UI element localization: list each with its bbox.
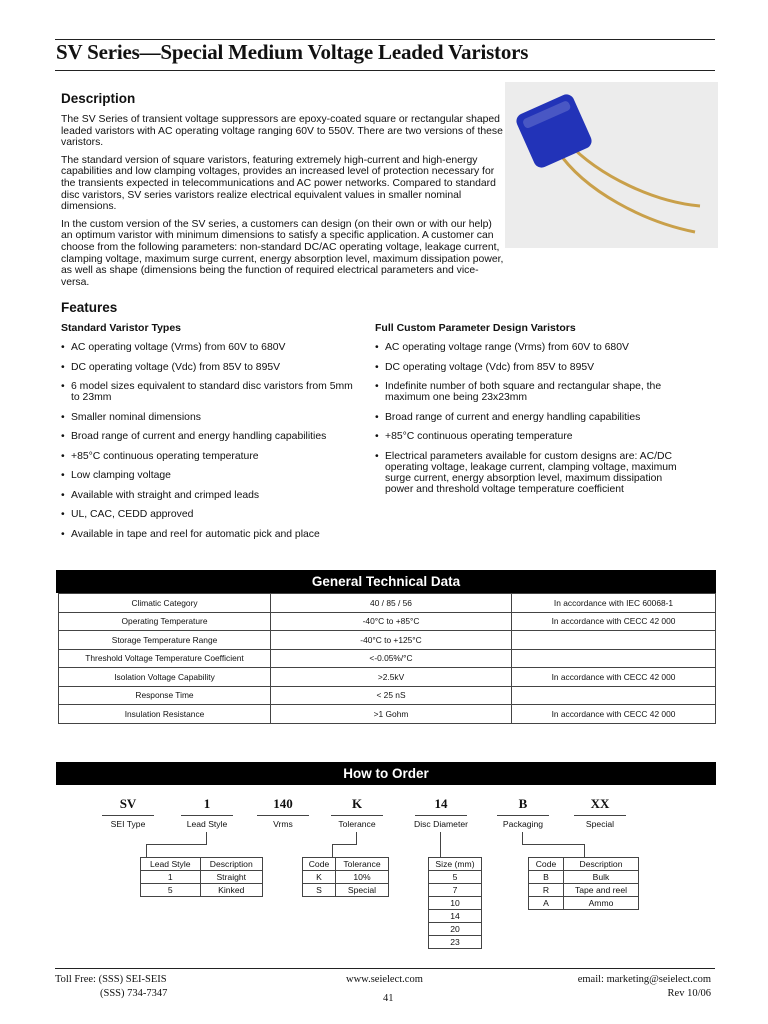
table-cell: 5 xyxy=(141,884,201,897)
table-cell: Response Time xyxy=(59,686,271,705)
table-row xyxy=(529,897,639,910)
table-row xyxy=(429,910,482,923)
table-row xyxy=(59,705,716,724)
features-heading: Features xyxy=(61,300,118,315)
table-row xyxy=(141,871,263,884)
table-row xyxy=(141,884,263,897)
list-item: • AC operating voltage (Vrms) from 60V to 680V xyxy=(61,342,361,353)
order-code-underline xyxy=(257,815,309,816)
list-item: • Low clamping voltage xyxy=(61,470,361,481)
how-to-order-heading: How to Order xyxy=(56,762,716,785)
description-body xyxy=(61,114,506,294)
connector-line xyxy=(332,844,357,845)
table-cell: <-0.05%/°C xyxy=(271,649,512,668)
table-header-cell: Tolerance xyxy=(335,858,388,871)
table-cell: In accordance with CECC 42 000 xyxy=(512,612,716,631)
general-data-table xyxy=(58,593,716,724)
packaging-table xyxy=(528,857,639,910)
list-item: • Indefinite number of both square and rectangular shape, the maximum one being 23x23mm xyxy=(375,381,680,403)
header-bottom-rule xyxy=(55,70,715,71)
table-cell: 5 xyxy=(429,871,482,884)
table-header-cell: Size (mm) xyxy=(429,858,482,871)
list-item: • Broad range of current and energy handling capabilities xyxy=(375,412,680,423)
order-code-label: Packaging xyxy=(502,819,544,829)
list-item: • 6 model sizes equivalent to standard disc varistors from 5mm to 23mm xyxy=(61,381,361,403)
table-row xyxy=(303,871,389,884)
table-cell: 7 xyxy=(429,884,482,897)
list-item: • AC operating voltage range (Vrms) from 60V to 680V xyxy=(375,342,680,353)
table-cell: 20 xyxy=(429,923,482,936)
table-cell: 14 xyxy=(429,910,482,923)
table-cell: Insulation Resistance xyxy=(59,705,271,724)
table-row xyxy=(303,884,389,897)
table-cell: R xyxy=(529,884,564,897)
footer-website-link[interactable]: www.seielect.com xyxy=(346,974,423,985)
table-row xyxy=(59,594,716,613)
footer-phone: (SSS) 734-7347 xyxy=(100,988,168,999)
varistor-photo xyxy=(505,82,718,248)
table-cell: In accordance with IEC 60068-1 xyxy=(512,594,716,613)
table-cell: 10% xyxy=(335,871,388,884)
order-code-label: Lead Style xyxy=(186,819,228,829)
connector-line xyxy=(522,844,585,845)
list-item: • Available with straight and crimped leads xyxy=(61,490,361,501)
order-code-label: Special xyxy=(585,819,615,829)
order-code: B xyxy=(518,796,528,811)
table-header-row xyxy=(141,858,263,871)
list-item: • DC operating voltage (Vdc) from 85V to 895V xyxy=(375,362,680,373)
order-code-underline xyxy=(497,815,549,816)
description-paragraph-1: The SV Series of transient voltage suppressors are epoxy-coated square or rectangular shaped leaded varistors with AC operating voltage ranging 60V to 550V. There are two versions of these varistors. xyxy=(61,114,503,149)
table-header-cell: Description xyxy=(200,858,262,871)
standard-features-list xyxy=(61,342,361,540)
table-header-row xyxy=(529,858,639,871)
varistor-image xyxy=(505,82,718,248)
order-code-underline xyxy=(102,815,154,816)
custom-features-list xyxy=(375,342,680,496)
table-row xyxy=(59,668,716,687)
connector-line xyxy=(356,832,357,844)
table-cell xyxy=(512,631,716,650)
general-data-heading: General Technical Data xyxy=(56,570,716,593)
table-cell: -40°C to +125°C xyxy=(271,631,512,650)
footer-rule xyxy=(55,968,715,969)
table-cell: Straight xyxy=(200,871,262,884)
footer-toll-free: Toll Free: (SSS) SEI-SEIS xyxy=(55,974,167,985)
size-table xyxy=(428,857,482,949)
list-item: • DC operating voltage (Vdc) from 85V to 895V xyxy=(61,362,361,373)
table-cell: S xyxy=(303,884,336,897)
custom-features xyxy=(375,322,680,504)
connector-line xyxy=(146,844,147,857)
list-item: • Broad range of current and energy handling capabilities xyxy=(61,431,361,442)
table-row xyxy=(429,884,482,897)
table-cell: Bulk xyxy=(563,871,638,884)
table-cell: Operating Temperature xyxy=(59,612,271,631)
footer-page-number: 41 xyxy=(383,993,394,1004)
order-code-label: Tolerance xyxy=(338,819,376,829)
list-item: • +85°C continuous operating temperature xyxy=(375,431,680,442)
order-code-underline xyxy=(415,815,467,816)
table-cell: 23 xyxy=(429,936,482,949)
table-cell: 1 xyxy=(141,871,201,884)
table-cell: In accordance with CECC 42 000 xyxy=(512,705,716,724)
table-header-row xyxy=(303,858,389,871)
table-cell: Special xyxy=(335,884,388,897)
list-item: • Electrical parameters available for custom designs are: AC/DC operating voltage, leakage current, clamping voltage, maximum surge current, energy absorption level, maximum dissipation power and threshold voltage temperature coefficient xyxy=(375,451,680,496)
table-cell: Isolation Voltage Capability xyxy=(59,668,271,687)
table-cell: >1 Gohm xyxy=(271,705,512,724)
connector-line xyxy=(584,844,585,857)
table-cell: In accordance with CECC 42 000 xyxy=(512,668,716,687)
lead-style-table xyxy=(140,857,263,897)
connector-line xyxy=(206,832,207,844)
table-cell: Ammo xyxy=(563,897,638,910)
table-cell: Kinked xyxy=(200,884,262,897)
order-code: 1 xyxy=(203,796,211,811)
table-row xyxy=(429,897,482,910)
table-cell: A xyxy=(529,897,564,910)
order-code-underline xyxy=(331,815,383,816)
table-cell: K xyxy=(303,871,336,884)
connector-line xyxy=(146,844,207,845)
table-header-cell: Code xyxy=(529,858,564,871)
table-cell: >2.5kV xyxy=(271,668,512,687)
page-title: SV Series—Special Medium Voltage Leaded Varistors xyxy=(56,40,529,64)
connector-line xyxy=(332,844,333,857)
table-cell: Tape and reel xyxy=(563,884,638,897)
table-cell: 10 xyxy=(429,897,482,910)
table-header-row xyxy=(429,858,482,871)
table-cell: -40°C to +85°C xyxy=(271,612,512,631)
order-code: XX xyxy=(590,796,610,811)
order-code-underline xyxy=(574,815,626,816)
footer-email-link[interactable]: email: marketing@seielect.com xyxy=(577,974,711,985)
standard-features-title: Standard Varistor Types xyxy=(61,322,182,334)
table-row xyxy=(59,631,716,650)
list-item: • Available in tape and reel for automatic pick and place xyxy=(61,529,361,540)
table-cell: Storage Temperature Range xyxy=(59,631,271,650)
table-cell xyxy=(512,649,716,668)
table-cell: < 25 nS xyxy=(271,686,512,705)
table-row xyxy=(529,871,639,884)
tolerance-table xyxy=(302,857,389,897)
description-paragraph-3: In the custom version of the SV series, a customers can design (on their own or with our help) an optimum varistor with minimum dimensions to satisfy a specific application. A customer can choose from the following parameters: non-standard DC/AC operating voltage, leakage current, clamping voltage, maximum surge current, energy absorption level, maximum dissipation power, as well as shape (dimensions being the function of required electrical parameters and vice-versa. xyxy=(61,218,504,288)
list-item: • Smaller nominal dimensions xyxy=(61,412,361,423)
order-code-label: Disc Diameter xyxy=(414,819,468,829)
standard-features xyxy=(61,322,361,548)
list-item: • UL, CAC, CEDD approved xyxy=(61,509,361,520)
table-cell: Climatic Category xyxy=(59,594,271,613)
order-code: K xyxy=(351,796,363,811)
table-cell: B xyxy=(529,871,564,884)
table-row xyxy=(59,649,716,668)
order-code: SV xyxy=(119,796,137,811)
order-code-label: Vrms xyxy=(273,819,293,829)
footer-revision: Rev 10/06 xyxy=(667,988,711,999)
table-cell: 40 / 85 / 56 xyxy=(271,594,512,613)
list-item: • +85°C continuous operating temperature xyxy=(61,451,361,462)
description-heading: Description xyxy=(61,91,136,106)
order-code: 14 xyxy=(434,796,448,811)
order-code: 140 xyxy=(273,796,293,811)
connector-line xyxy=(522,832,523,844)
table-header-cell: Description xyxy=(563,858,638,871)
table-row xyxy=(429,923,482,936)
table-cell xyxy=(512,686,716,705)
custom-features-title: Full Custom Parameter Design Varistors xyxy=(375,322,576,334)
table-row xyxy=(59,612,716,631)
table-cell: Threshold Voltage Temperature Coefficient xyxy=(59,649,271,668)
table-row xyxy=(429,936,482,949)
table-row xyxy=(429,871,482,884)
order-code-label: SEI Type xyxy=(110,819,146,829)
table-header-cell: Code xyxy=(303,858,336,871)
description-paragraph-2: The standard version of square varistors, featuring extremely high-current and high-energy capabilities and low clamping voltages, provides an increased level of protection necessary for the transients expected in telecommunications and AC power networks. Compared to standard disc varistors, SV series varistors realize electrical equivalent values in smaller nominal dimensions. xyxy=(61,154,496,213)
connector-line xyxy=(440,832,441,857)
table-row xyxy=(529,884,639,897)
table-header-cell: Lead Style xyxy=(141,858,201,871)
table-row xyxy=(59,686,716,705)
order-code-underline xyxy=(181,815,233,816)
